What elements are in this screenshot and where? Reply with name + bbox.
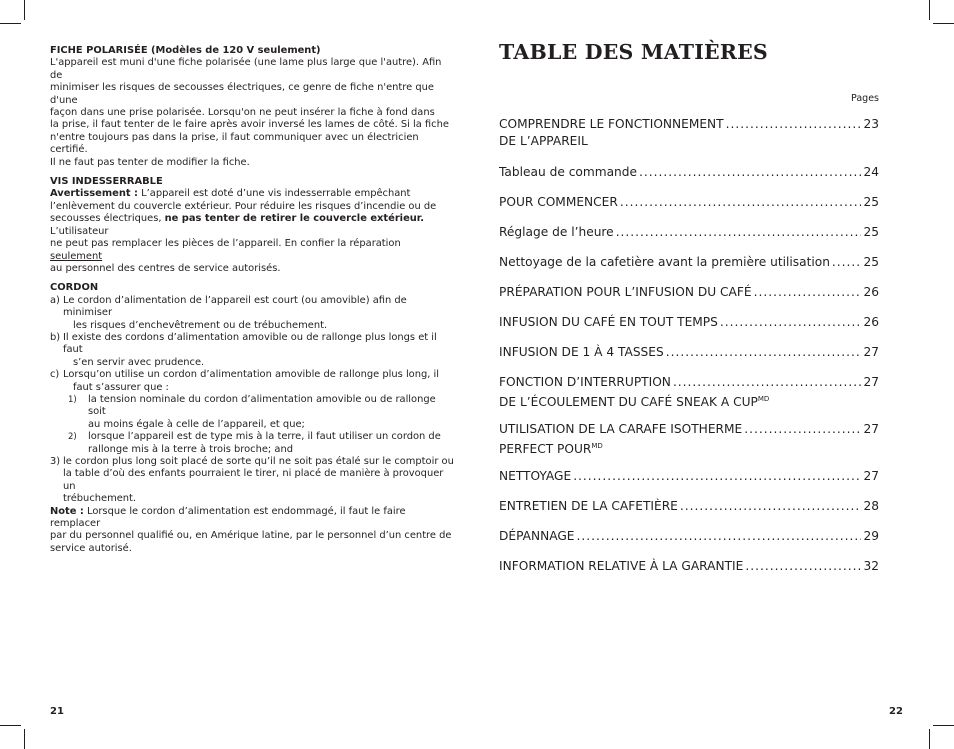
trademark-superscript: MD (757, 395, 770, 403)
toc-entry-row (499, 421, 879, 438)
cord-heading: CORDON (50, 282, 99, 294)
toc-entry-row (499, 528, 879, 545)
toc-entry-page: 25 (863, 195, 879, 209)
toc-entry-title: Tableau de commande (499, 165, 638, 179)
plug-line: L'appareil est muni d'une fiche polarisée (une lame plus large que l'autre). Afin de (50, 57, 442, 81)
toc-entry[interactable] (499, 116, 879, 150)
toc-entry-row (499, 284, 879, 301)
plug-line: façon dans une prise polarisée. Lorsqu'on ne peut insérer la fiche à fond dans (50, 107, 435, 119)
toc-entry-title: FONCTION D’INTERRUPTION (499, 375, 671, 389)
toc-entry[interactable] (499, 344, 879, 361)
toc-entry-row (499, 254, 879, 271)
list-item: a) Le cordon d’alimentation de l’appareil est court (ou amovible) afin de minimiser les risques d’enchevêtrement ou de trébuchement. (50, 294, 407, 331)
toc-leader-dots (620, 194, 862, 211)
toc-entry-page: 27 (863, 345, 879, 359)
toc-entry-title: NETTOYAGE (499, 469, 572, 483)
toc-entry-row (499, 116, 879, 133)
crop-mark (929, 729, 930, 749)
toc-leader-dots (726, 116, 862, 133)
toc-entry-title: Nettoyage de la cafetière avant la première utilisation (499, 255, 830, 269)
trademark-superscript: MD (591, 442, 603, 450)
toc-entry-line2: PERFECT POUR (499, 442, 592, 457)
toc-entry-row (499, 314, 879, 331)
crop-mark (24, 729, 25, 749)
toc-entry-page: 26 (863, 285, 879, 299)
plug-line: n'entre toujours pas dans la prise, il faut communiquer avec un électricien certifié. (50, 131, 419, 156)
toc-entry-page: 23 (863, 117, 879, 131)
screw-line: Avertissement : L’appareil est doté d’une vis indesserrable empêchant (50, 188, 411, 200)
toc-leader-dots (577, 528, 862, 545)
note-label: Note : (50, 505, 84, 517)
toc-entry-line2: DE L’ÉCOULEMENT DU CAFÉ SNEAK A CUP (499, 395, 758, 410)
toc-entry-title: Réglage de l’heure (499, 225, 614, 239)
note-line: service autorisé. (50, 542, 132, 554)
toc-title: TABLE DES MATIÈRES (499, 40, 768, 64)
toc-entry-page: 27 (863, 422, 879, 436)
list-item: b) Il existe des cordons d’alimentation amovible ou de rallonge plus longs et il faut s’en servir avec prudence. (50, 331, 437, 368)
toc-entry[interactable] (499, 421, 879, 458)
toc-entry-row (499, 498, 879, 515)
toc-entry-title: INFUSION DE 1 À 4 TASSES (499, 345, 664, 359)
table-of-contents (499, 40, 879, 573)
crop-mark (929, 0, 930, 20)
toc-entry-page: 27 (863, 469, 879, 483)
toc-entry-row (499, 558, 879, 575)
toc-entry-row (499, 164, 879, 181)
toc-entry-title: DÉPANNAGE (499, 529, 575, 543)
toc-leader-dots (673, 374, 862, 391)
toc-entry-page: 25 (863, 225, 879, 239)
polarized-plug-heading: FICHE POLARISÉE (Modèles de 120 V seulement) (50, 45, 321, 56)
toc-entry[interactable] (499, 284, 879, 301)
plug-line: minimiser les risques de secousses électriques, ce genre de fiche n'entre que d'une (50, 82, 434, 106)
crop-mark (933, 23, 954, 24)
toc-leader-dots (754, 284, 862, 301)
toc-entry-title: UTILISATION DE LA CARAFE ISOTHERME (499, 422, 743, 436)
toc-entry-title: INFUSION DU CAFÉ EN TOUT TEMPS (499, 315, 718, 329)
toc-entry[interactable] (499, 164, 879, 181)
toc-entry-title: POUR COMMENCER (499, 195, 618, 209)
plug-line: la prise, il faut tenter de le faire après avoir inversé les lames de côté. Si la fiche (50, 119, 449, 131)
page-number-left: 21 (50, 706, 64, 717)
toc-entry[interactable] (499, 468, 879, 485)
toc-leader-dots (666, 344, 862, 361)
toc-entry-row (499, 344, 879, 361)
screw-line: l’enlèvement du couvercle extérieur. Pour réduire les risques d’incendie ou de (50, 200, 437, 212)
list-item: 3) le cordon plus long soit placé de sorte qu’il ne soit pas étalé sur le comptoir ou la table d’où des enfants pourraient le tirer, ni placé de manière à provoquer un trébuchement. (50, 456, 454, 505)
screw-line: ne peut pas remplacer les pièces de l’appareil. En confier la réparation seulement (50, 238, 401, 262)
toc-entry-line2: DE L’APPAREIL (499, 134, 588, 148)
toc-leader-dots (745, 558, 861, 575)
crop-mark (933, 725, 954, 726)
note-line: par du personnel qualifié ou, en Amérique latine, par le personnel d’un centre de (50, 530, 452, 542)
toc-entry[interactable] (499, 224, 879, 241)
list-item: c) Lorsqu’on utilise un cordon d’alimentation amovible de rallonge plus long, il faut s’assurer que : (50, 369, 440, 393)
toc-entry[interactable] (499, 194, 879, 211)
toc-entry-page: 24 (863, 165, 879, 179)
tamper-screw-heading: VIS INDESSERRABLE (50, 176, 163, 188)
toc-entry[interactable] (499, 558, 879, 575)
warning-label: Avertissement : (50, 188, 138, 200)
toc-entry-page: 26 (863, 315, 879, 329)
screw-line: au personnel des centres de service autorisés. (50, 262, 281, 274)
plug-line: Il ne faut pas tenter de modifier la fiche. (50, 156, 250, 168)
toc-entry-row (499, 374, 879, 391)
toc-leader-dots (680, 498, 862, 515)
toc-entry-title: COMPRENDRE LE FONCTIONNEMENT (499, 117, 724, 131)
toc-entry[interactable] (499, 498, 879, 515)
toc-leader-dots (639, 164, 861, 181)
note-line: Note : Lorsque le cordon d’alimentation est endommagé, il faut le faire remplacer (50, 505, 406, 530)
crop-mark (0, 725, 21, 726)
toc-leader-dots (832, 254, 862, 271)
crop-mark (24, 0, 25, 20)
page-number-right: 22 (889, 706, 903, 717)
toc-entry-row (499, 224, 879, 241)
toc-entry-continuation (499, 133, 879, 150)
toc-entry[interactable] (499, 528, 879, 545)
toc-entry-title: PRÉPARATION POUR L’INFUSION DU CAFÉ (499, 285, 752, 299)
toc-leader-dots (720, 314, 862, 331)
pages-column-label: Pages (851, 93, 879, 104)
toc-entry-page: 28 (863, 499, 879, 513)
toc-entry-page: 32 (863, 559, 879, 573)
screw-line: secousses électriques, ne pas tenter de retirer le couvercle extérieur. L’utilisateur (50, 213, 425, 237)
left-page-body (50, 45, 455, 555)
toc-leader-dots (744, 421, 861, 438)
toc-entry-continuation (499, 438, 879, 458)
toc-entry-title: ENTRETIEN DE LA CAFETIÈRE (499, 499, 678, 513)
toc-entry-title: INFORMATION RELATIVE À LA GARANTIE (499, 559, 744, 573)
sub-list-item: 1) la tension nominale du cordon d’alimentation amovible ou de rallonge soit au moins égale à celle de l’appareil, et que; (68, 393, 436, 430)
toc-entry-page: 29 (863, 529, 879, 543)
toc-entry[interactable] (499, 374, 879, 411)
toc-entry[interactable] (499, 254, 879, 271)
toc-entry-page: 25 (863, 255, 879, 269)
toc-entry-row (499, 468, 879, 485)
toc-leader-dots (573, 468, 861, 485)
toc-entry-row (499, 194, 879, 211)
toc-entry-continuation (499, 391, 879, 411)
toc-entry-page: 27 (863, 375, 879, 389)
toc-leader-dots (616, 224, 862, 241)
sub-list-item: 2) lorsque l’appareil est de type mis à la terre, il faut utiliser un cordon de rallonge mis à la terre à trois broche; and (68, 431, 441, 455)
toc-entry[interactable] (499, 314, 879, 331)
crop-mark (0, 23, 21, 24)
